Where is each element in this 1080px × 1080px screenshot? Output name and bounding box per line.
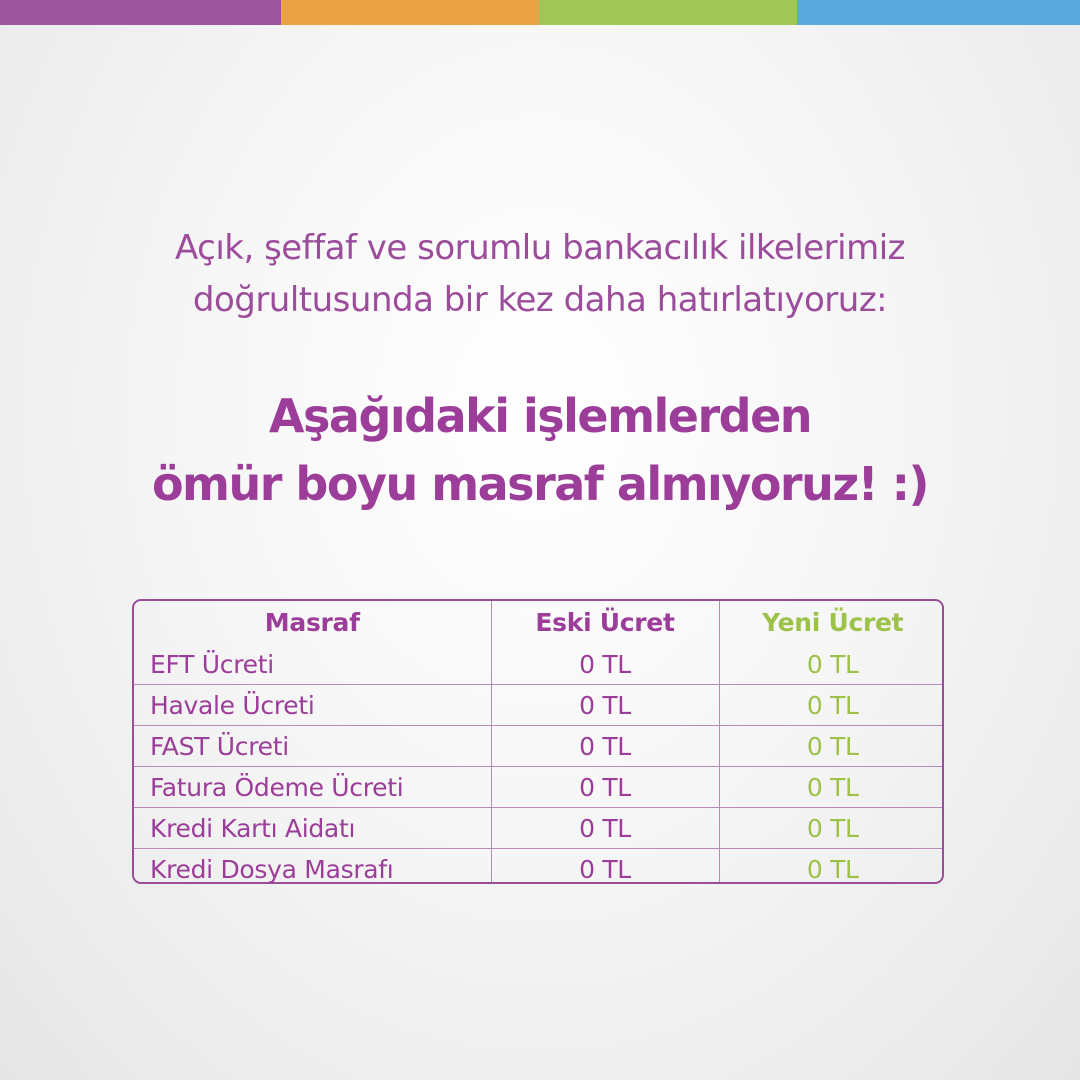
fee-name: FAST Ücreti bbox=[134, 726, 491, 767]
fee-name: Kredi Kartı Aidatı bbox=[134, 808, 491, 849]
new-fee-value: 0 TL bbox=[806, 854, 859, 884]
old-fee-value: 0 TL bbox=[491, 808, 719, 849]
table-row bbox=[134, 644, 944, 685]
table-row bbox=[134, 726, 944, 767]
new-fee-value: 0 TL bbox=[719, 808, 944, 849]
color-bar-blue bbox=[797, 0, 1080, 25]
color-bar-purple bbox=[0, 0, 281, 25]
color-bar-orange bbox=[281, 0, 539, 25]
intro-text bbox=[0, 222, 1080, 326]
intro-line-1: Açık, şeffaf ve sorumlu bankacılık ilkelerimiz bbox=[174, 228, 905, 268]
fee-table bbox=[132, 599, 944, 884]
new-fee-value: 0 TL bbox=[719, 726, 944, 767]
new-fee-value: 0 TL bbox=[719, 685, 944, 726]
old-fee-value: 0 TL bbox=[491, 849, 719, 885]
intro-line-2: doğrultusunda bir kez daha hatırlatıyoruz: bbox=[192, 280, 888, 320]
old-fee-value: 0 TL bbox=[491, 726, 719, 767]
brand-color-bar bbox=[0, 0, 1080, 25]
column-header-fee: Masraf bbox=[134, 601, 491, 644]
fee-name: Fatura Ödeme Ücreti bbox=[134, 767, 491, 808]
fee-name: Kredi Dosya Masrafı bbox=[134, 849, 491, 885]
old-fee-value: 0 TL bbox=[491, 685, 719, 726]
table-row bbox=[134, 685, 944, 726]
headline-line-1: Aşağıdaki işlemlerden bbox=[268, 389, 812, 443]
fee-name: Havale Ücreti bbox=[134, 685, 491, 726]
table-header-row bbox=[134, 601, 944, 644]
table-row bbox=[134, 767, 944, 808]
headline bbox=[0, 382, 1080, 518]
column-header-old-fee: Eski Ücret bbox=[491, 601, 719, 644]
old-fee-value: 0 TL bbox=[491, 767, 719, 808]
new-fee-value: 0 TL bbox=[719, 644, 944, 685]
table-row bbox=[134, 849, 944, 885]
fee-name: EFT Ücreti bbox=[134, 644, 491, 685]
color-bar-green bbox=[539, 0, 797, 25]
new-fee-value: 0 TL bbox=[719, 767, 944, 808]
headline-line-2: ömür boyu masraf almıyoruz! :) bbox=[151, 457, 929, 511]
table-row bbox=[134, 808, 944, 849]
old-fee-value: 0 TL bbox=[491, 644, 719, 685]
column-header-new-fee: Yeni Ücret bbox=[762, 608, 904, 637]
